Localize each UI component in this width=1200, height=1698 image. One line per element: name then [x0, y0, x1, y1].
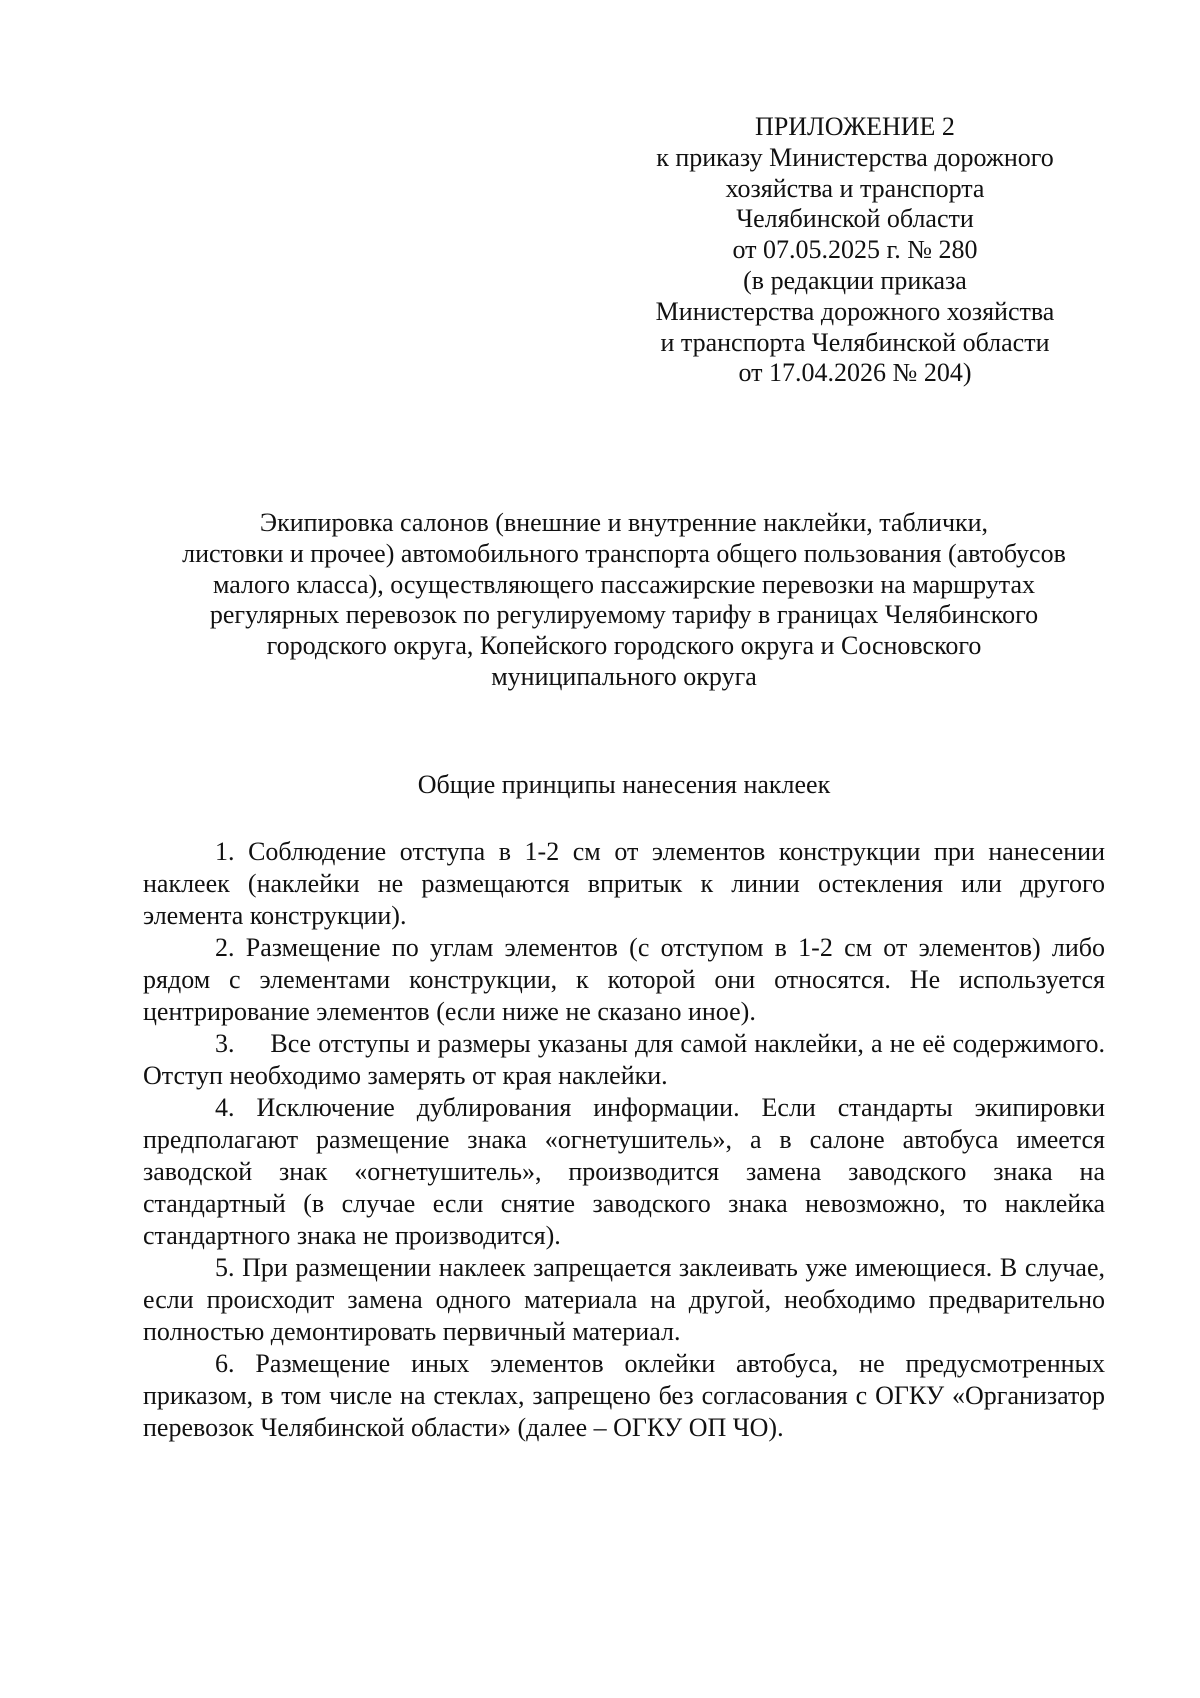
appendix-line: (в редакции приказа: [743, 265, 967, 295]
list-item: [143, 1252, 1105, 1348]
item-text: Размещение по углам элементов (с отступом в 1-2 см от элементов) либо рядом с элементами конструкции, к которой они относятся. Не используется центрирование элементов (если ниже не сказано иное).: [143, 933, 1105, 1026]
item-text: Соблюдение отступа в 1-2 см от элементов конструкции при нанесении наклеек (наклейки не размещаются впритык к линии остекления или другого элемента конструкции).: [143, 837, 1106, 930]
list-item: [143, 1028, 1105, 1092]
appendix-line: и транспорта Челябинской области: [660, 327, 1050, 357]
item-number: 6.: [215, 1349, 235, 1378]
document-title-line: городского округа, Копейского городского округа и Сосновского: [266, 631, 982, 661]
appendix-header: [610, 112, 1100, 389]
appendix-line: Челябинской области: [736, 204, 974, 234]
item-number: 1.: [215, 837, 235, 866]
principles-list: [143, 836, 1105, 1444]
document-title-line: Экипировка салонов (внешние и внутренние наклейки, таблички,: [259, 508, 989, 537]
document-title-line: малого класса), осуществляющего пассажирские перевозки на маршрутах: [212, 569, 1036, 599]
item-text: Исключение дублирования информации. Если стандарты экипировки предполагают размещение знака «огнетушитель», а в салоне автобуса имеется заводской знак «огнетушитель», производится замена заводского знака на стандартный (в случае если снятие заводского знака невозможно, то наклейка стандартного знака не производится).: [143, 1093, 1105, 1250]
appendix-line: Министерства дорожного хозяйства: [655, 296, 1055, 326]
document-title: [138, 508, 1110, 693]
appendix-line: хозяйства и транспорта: [725, 173, 985, 203]
appendix-title: ПРИЛОЖЕНИЕ 2: [755, 112, 955, 141]
item-number: 4.: [215, 1093, 235, 1122]
item-number: 3.: [215, 1029, 235, 1058]
document-title-line: листовки и прочее) автомобильного транспорта общего пользования (автобусов: [182, 538, 1066, 568]
item-text: При размещении наклеек запрещается заклеивать уже имеющиеся. В случае, если происходит замена одного материала на другой, необходимо предварительно полностью демонтировать первичный материал.: [143, 1253, 1106, 1346]
list-item: [143, 1348, 1105, 1444]
item-number: 5.: [215, 1253, 235, 1282]
appendix-order-date: от 07.05.2025 г. № 280: [732, 235, 978, 265]
list-item: [143, 1092, 1105, 1252]
appendix-revision-date: от 17.04.2026 № 204): [738, 358, 972, 388]
appendix-line: к приказу Министерства дорожного: [656, 142, 1054, 172]
item-number: 2.: [215, 933, 235, 962]
item-text: Размещение иных элементов оклейки автобуса, не предусмотренных приказом, в том числе на стеклах, запрещено без согласования с ОГКУ «Организатор перевозок Челябинской области» (далее – ОГКУ ОП ЧО).: [143, 1349, 1106, 1442]
list-item: [143, 836, 1105, 932]
document-title-line: муниципального округа: [491, 661, 757, 691]
document-title-line: регулярных перевозок по регулируемому тарифу в границах Челябинского: [209, 600, 1039, 630]
list-item: [143, 932, 1105, 1028]
section-heading: Общие принципы нанесения наклеек: [417, 770, 831, 799]
item-text: Все отступы и размеры указаны для самой наклейки, а не её содержимого. Отступ необходимо замерять от края наклейки.: [143, 1029, 1106, 1090]
